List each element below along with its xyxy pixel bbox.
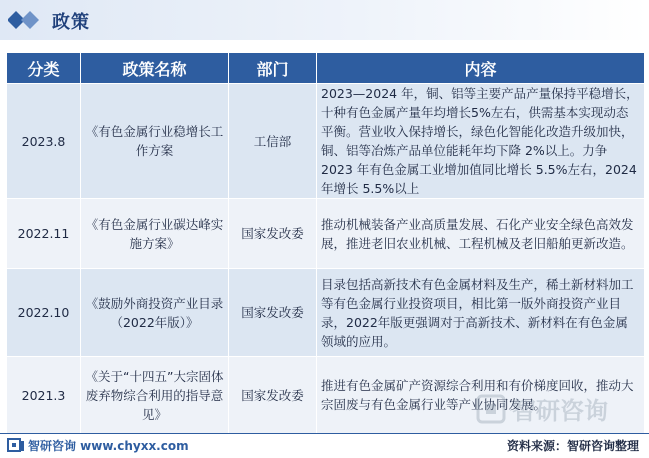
header-department: 部门 [229,53,317,84]
cell-department: 国家发改委 [229,199,317,269]
cell-content: 推进有色金属矿产资源综合利用和有价梯度回收，推动大宗固废与有色金属行业等产业协同发展。 [317,357,645,434]
page-title: 政策 [52,12,90,33]
table-header-row [7,53,645,84]
footer-divider [0,433,649,434]
cell-department: 工信部 [229,84,317,199]
cell-policy-name: 《有色金属行业碳达峰实施方案》 [81,199,229,269]
cell-category: 2022.10 [7,269,81,357]
watermark-text: 智研咨询 [512,397,608,425]
cell-content: 推动机械装备产业高质量发展、石化产业安全绿色高效发展，推进老旧农业机械、工程机械及老旧船舶更新改造。 [317,199,645,269]
table-row [7,269,645,357]
cell-policy-name: 《鼓励外商投资产业目录（2022年版）》 [81,269,229,357]
footer-brand: 智研咨询 www.chyxx.com [28,439,189,453]
diamond-icon [8,10,48,30]
header-category: 分类 [7,53,81,84]
footer-source: 资料来源：智研咨询整理 [506,439,639,453]
table-row [7,84,645,199]
cell-department: 国家发改委 [229,269,317,357]
logo-icon [7,438,25,452]
table-row [7,199,645,269]
cell-department: 国家发改委 [229,357,317,434]
cell-policy-name: 《关于“十四五”大宗固体废弃物综合利用的指导意见》 [81,357,229,434]
cell-content: 2023—2024 年，铜、铝等主要产品产量保持平稳增长，十种有色金属产量年均增长5%左右，供需基本实现动态平衡。营业收入保持增长，绿色化智能化改造升级加快，铜、铝等冶炼产品单位能耗年均下降 2%以上。力争 2023 年有色金属工业增加值同比增长 5.5%左右，2024年增长 5.5%以上 [317,84,645,199]
cell-category: 2021.3 [7,357,81,434]
header-content: 内容 [317,53,645,84]
header-policy-name: 政策名称 [81,53,229,84]
cell-category: 2022.11 [7,199,81,269]
cell-category: 2023.8 [7,84,81,199]
cell-policy-name: 《有色金属行业稳增长工作方案 [81,84,229,199]
watermark-logo [476,392,644,426]
policy-table [6,52,645,434]
title-bar [0,0,649,40]
cell-content: 目录包括高新技术有色金属材料及生产，稀土新材料加工等有色金属行业投资项目，相比第一版外商投资产业目录，2022年版更强调对于高新技术、新材料在有色金属领域的应用。 [317,269,645,357]
